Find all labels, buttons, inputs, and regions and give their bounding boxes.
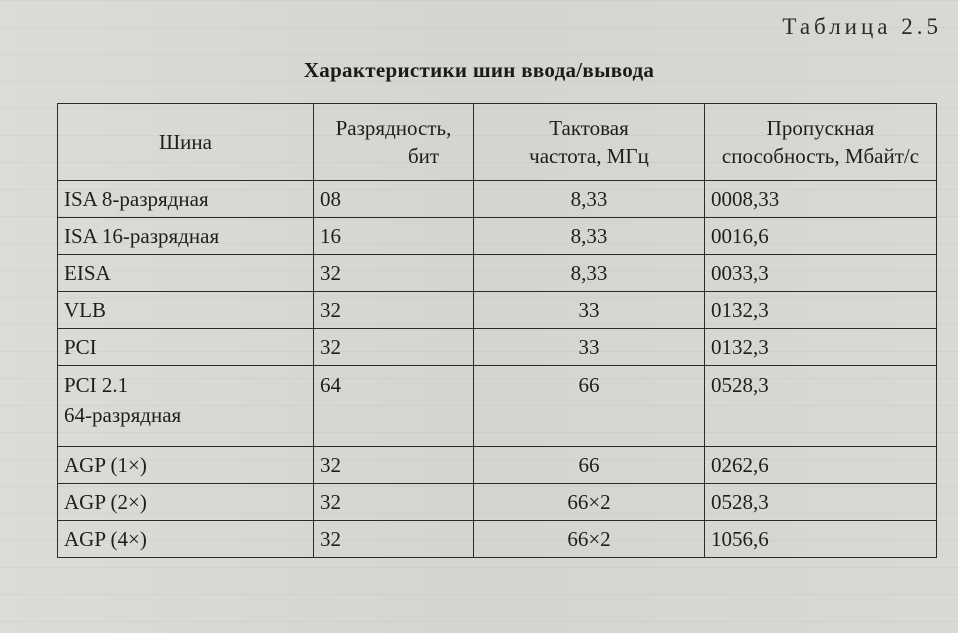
bus-name-line: VLB bbox=[64, 298, 106, 322]
header-width bbox=[314, 104, 474, 181]
clock-frequency-cell: 66×2 bbox=[474, 521, 705, 558]
table-header-row bbox=[58, 104, 937, 181]
bus-name-cell bbox=[58, 447, 314, 484]
table-number: Таблица 2.5 bbox=[782, 14, 942, 39]
table-row bbox=[58, 218, 937, 255]
bus-name-cell bbox=[58, 181, 314, 218]
bus-name-cell bbox=[58, 255, 314, 292]
header-bandwidth bbox=[705, 104, 937, 181]
bit-width-cell: 32 bbox=[314, 484, 474, 521]
header-line: частота, МГц bbox=[529, 144, 649, 168]
bit-width-cell: 32 bbox=[314, 329, 474, 366]
bus-name-line: PCI 2.1 bbox=[64, 373, 129, 397]
clock-frequency-cell: 33 bbox=[474, 292, 705, 329]
table-row bbox=[58, 329, 937, 366]
header-line: Пропускная bbox=[766, 116, 875, 140]
bus-name-cell bbox=[58, 329, 314, 366]
clock-frequency-cell: 8,33 bbox=[474, 255, 705, 292]
clock-frequency-cell: 66×2 bbox=[474, 484, 705, 521]
clock-frequency-cell: 8,33 bbox=[474, 218, 705, 255]
bus-name-cell bbox=[58, 484, 314, 521]
header-line: Шина bbox=[159, 130, 212, 154]
bit-width-cell: 16 bbox=[314, 218, 474, 255]
header-line: Разрядность, bbox=[335, 116, 452, 140]
header-frequency bbox=[474, 104, 705, 181]
bus-name-cell bbox=[58, 218, 314, 255]
bus-name-line: 64-разрядная bbox=[64, 403, 182, 427]
bandwidth-cell: 0132,3 bbox=[705, 292, 937, 329]
table-row bbox=[58, 484, 937, 521]
bus-name-line: ISA 8-разрядная bbox=[64, 187, 209, 211]
clock-frequency-cell: 8,33 bbox=[474, 181, 705, 218]
bus-name-line: AGP (4×) bbox=[64, 527, 147, 551]
bandwidth-cell: 0528,3 bbox=[705, 366, 937, 447]
table-row bbox=[58, 255, 937, 292]
header-line: Тактовая bbox=[549, 116, 629, 140]
bandwidth-cell: 0528,3 bbox=[705, 484, 937, 521]
bit-width-cell: 32 bbox=[314, 255, 474, 292]
bit-width-cell: 32 bbox=[314, 521, 474, 558]
table-row bbox=[58, 181, 937, 218]
bandwidth-cell: 0008,33 bbox=[705, 181, 937, 218]
clock-frequency-cell: 66 bbox=[474, 366, 705, 447]
bandwidth-cell: 0033,3 bbox=[705, 255, 937, 292]
bandwidth-cell: 0262,6 bbox=[705, 447, 937, 484]
bandwidth-cell: 0016,6 bbox=[705, 218, 937, 255]
bus-name-line: EISA bbox=[64, 261, 111, 285]
bandwidth-cell: 1056,6 bbox=[705, 521, 937, 558]
bit-width-cell: 08 bbox=[314, 181, 474, 218]
bus-name-cell bbox=[58, 521, 314, 558]
bit-width-cell: 32 bbox=[314, 447, 474, 484]
bus-name-cell bbox=[58, 292, 314, 329]
header-line: способность, Мбайт/с bbox=[721, 144, 920, 168]
header-line: бит bbox=[407, 144, 440, 168]
bit-width-cell: 32 bbox=[314, 292, 474, 329]
bus-name-line: AGP (1×) bbox=[64, 453, 147, 477]
bus-name-line: ISA 16-разрядная bbox=[64, 224, 220, 248]
table-row bbox=[58, 447, 937, 484]
bus-name-line: PCI bbox=[64, 335, 97, 359]
table-row bbox=[58, 366, 937, 447]
table-row bbox=[58, 521, 937, 558]
clock-frequency-cell: 66 bbox=[474, 447, 705, 484]
bandwidth-cell: 0132,3 bbox=[705, 329, 937, 366]
header-bus bbox=[58, 104, 314, 181]
bit-width-cell: 64 bbox=[314, 366, 474, 447]
table-caption: Характеристики шин ввода/вывода bbox=[303, 58, 655, 82]
bus-characteristics-table bbox=[57, 103, 937, 558]
table-row bbox=[58, 292, 937, 329]
bus-name-line: AGP (2×) bbox=[64, 490, 147, 514]
clock-frequency-cell: 33 bbox=[474, 329, 705, 366]
bus-name-cell bbox=[58, 366, 314, 447]
